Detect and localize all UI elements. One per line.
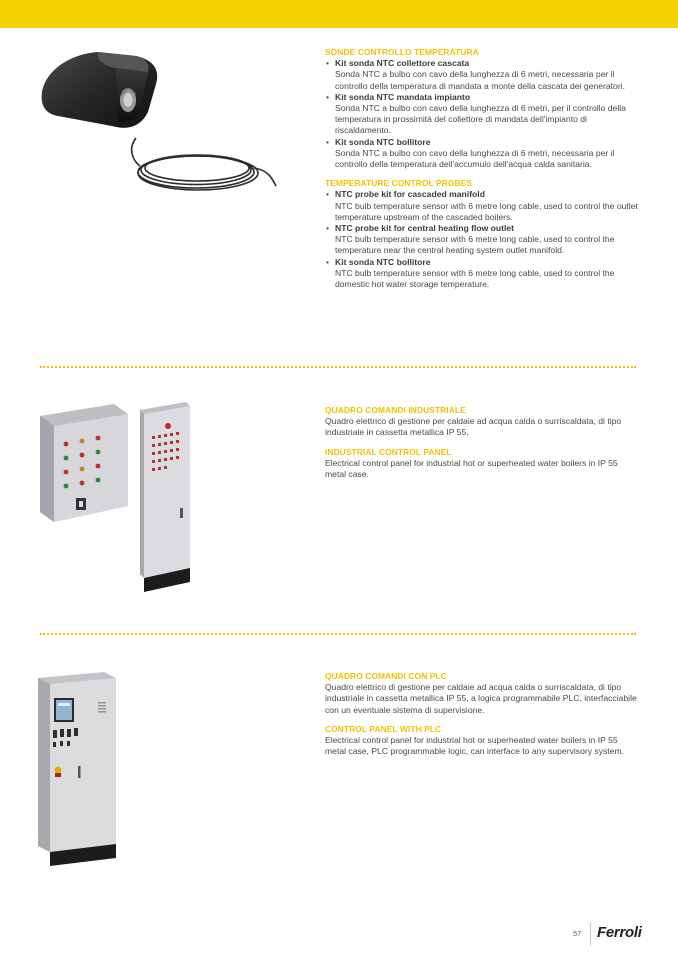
list-item xyxy=(325,137,641,171)
top-yellow-bar xyxy=(0,0,678,28)
section-industrial-control-panel xyxy=(325,405,641,480)
industrial-control-panel-image xyxy=(36,398,226,598)
section2-en-heading: INDUSTRIAL CONTROL PANEL xyxy=(325,446,452,457)
list-item xyxy=(325,189,641,223)
item-title: NTC probe kit for central heating flow outlet xyxy=(335,223,515,234)
list-item xyxy=(325,223,641,257)
section-plc-control-panel xyxy=(325,671,641,757)
bullet-icon: • xyxy=(326,136,330,147)
item-description: NTC bulb temperature sensor with 6 metre long cable, used to control the outlet temperature upstream of the cascaded boilers. xyxy=(335,200,638,222)
bullet-icon: • xyxy=(326,223,330,234)
section3-en-heading: CONTROL PANEL WITH PLC xyxy=(325,723,442,734)
bullet-icon: • xyxy=(326,91,330,102)
dotted-divider xyxy=(40,633,636,635)
item-description: Sonda NTC a bulbo con cavo della lunghezza di 6 metri, necessaria per il controllo della temperatura dell'accumulo dell'acqua calda sanitaria. xyxy=(335,147,615,170)
list-item xyxy=(325,92,641,137)
page-number: 57 xyxy=(573,929,582,938)
section1-it-list xyxy=(325,58,641,170)
item-description: NTC bulb temperature sensor with 6 metre long cable, used to control the temperature near the central heating system outlet manifold. xyxy=(335,234,615,256)
dotted-divider xyxy=(40,366,636,368)
item-title: Kit sonda NTC bollitore xyxy=(335,256,431,267)
section-temperature-probes xyxy=(325,47,641,290)
bullet-icon: • xyxy=(326,256,330,267)
list-item xyxy=(325,58,641,92)
item-title: NTC probe kit for cascaded manifold xyxy=(335,189,485,200)
section3-en-text: Electrical control panel for industrial hot or superheated water boilers in IP 55 metal case, PLC programmable logic, can interface to any supervisory system. xyxy=(325,735,624,757)
section3-it-text: Quadro elettrico di gestione per caldaie ad acqua calda o surriscaldata, di tipo industriale in cassetta metallica IP 55, a logica programmabile PLC, interfacciabile con un eventuale sistema di supervisione. xyxy=(325,682,637,715)
plc-control-panel-image xyxy=(38,672,124,868)
item-title: Kit sonda NTC collettore cascata xyxy=(335,58,470,69)
ntc-probe-image xyxy=(36,44,286,204)
section2-en-text: Electrical control panel for industrial hot or superheated water boilers in IP 55 metal case. xyxy=(325,457,618,480)
item-title: Kit sonda NTC mandata impianto xyxy=(335,91,471,102)
section3-it-heading: QUADRO COMANDI CON PLC xyxy=(325,671,447,681)
item-title: Kit sonda NTC bollitore xyxy=(335,136,431,147)
item-description: Sonda NTC a bulbo con cavo della lunghezza di 6 metri, necessaria per il controllo della temperatura di mandata a monte della cascata dei generatori. xyxy=(335,69,625,91)
section1-en-list xyxy=(325,189,641,290)
section1-en-heading: TEMPERATURE CONTROL PROBES xyxy=(325,178,472,189)
section1-it-heading: SONDE CONTROLLO TEMPERATURA xyxy=(325,47,479,57)
bullet-icon: • xyxy=(326,189,330,200)
item-description: NTC bulb temperature sensor with 6 metre long cable, used to control the domestic hot water storage temperature. xyxy=(335,267,615,290)
section2-it-text: Quadro elettrico di gestione per caldaie ad acqua calda o surriscaldata, di tipo industriale in cassetta metallica IP 55. xyxy=(325,416,622,438)
list-item xyxy=(325,257,641,291)
bullet-icon: • xyxy=(326,58,330,69)
item-description: Sonda NTC a bulbo con cavo della lunghezza di 6 metri, per il controllo della temperatura in prossimità del collettore di mandata dell'impianto di riscaldamento. xyxy=(335,103,626,136)
section2-it-heading: QUADRO COMANDI INDUSTRIALE xyxy=(325,405,466,415)
footer-separator xyxy=(590,922,591,946)
ferroli-logo: Ferroli xyxy=(597,924,642,941)
